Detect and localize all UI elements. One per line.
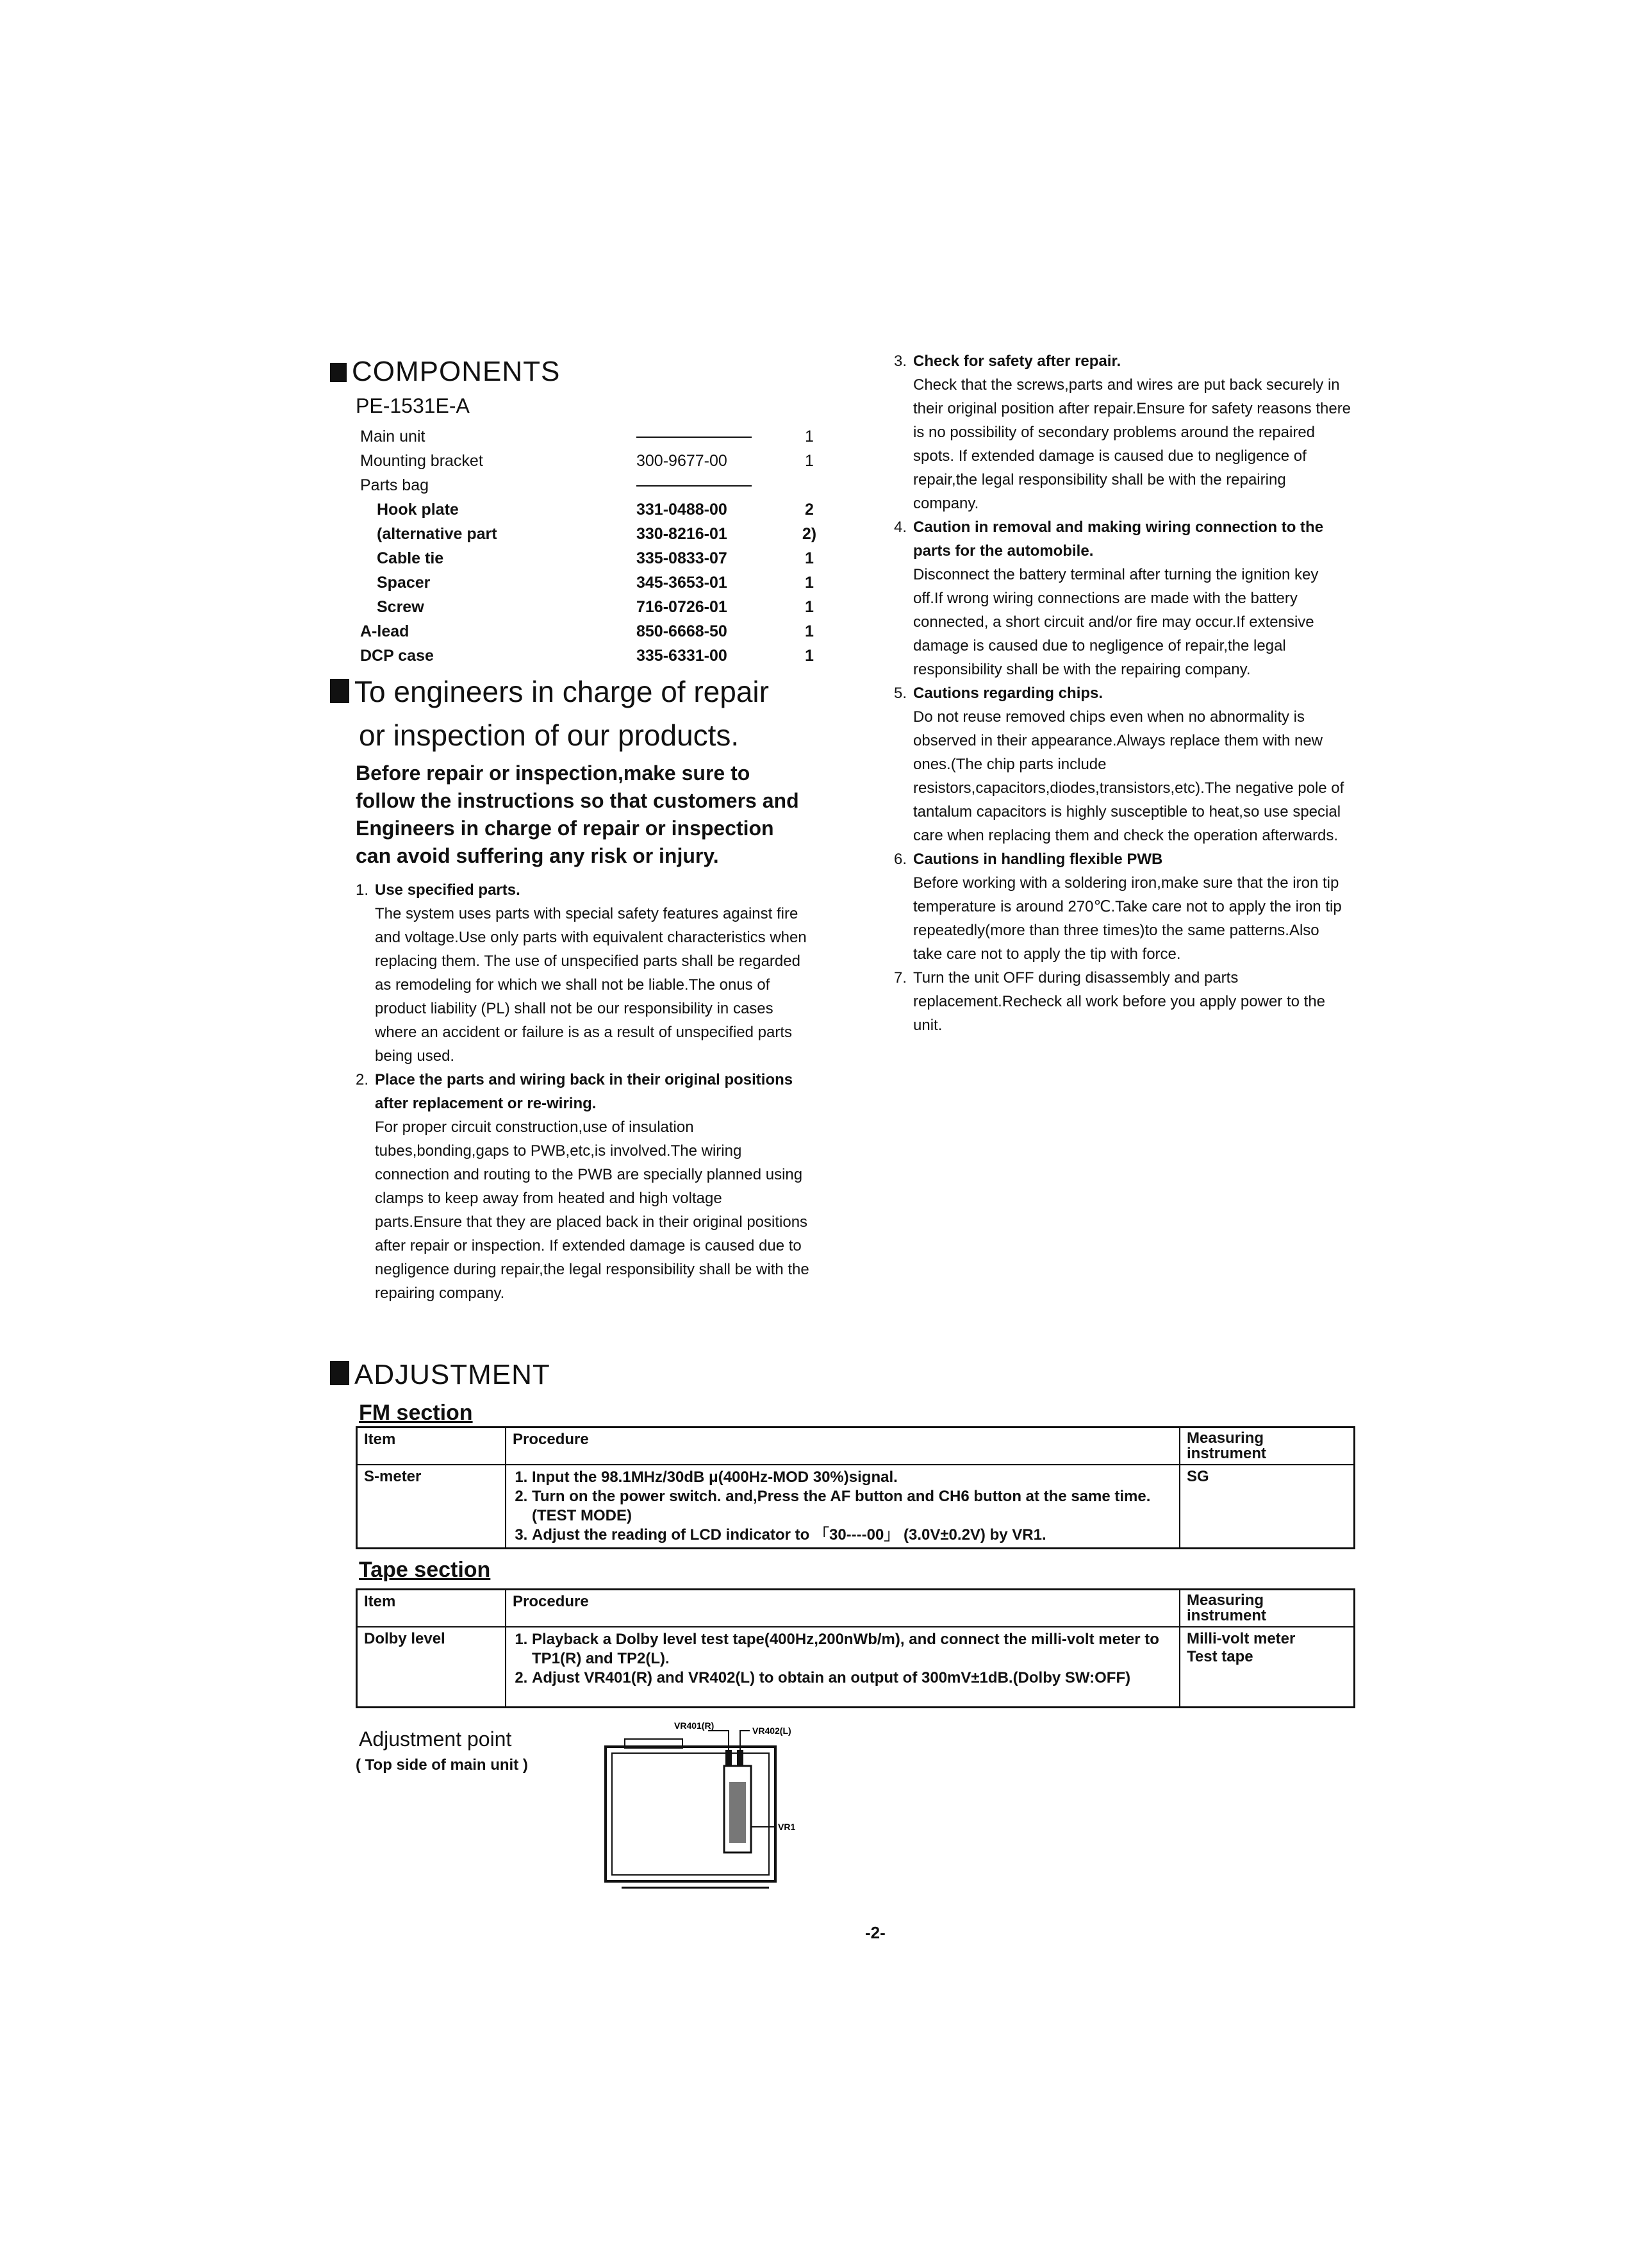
fm-section-title: FM section [359,1401,473,1425]
procedure-header: Procedure [506,1590,1180,1627]
note-number: 1. [356,881,369,899]
component-part-number: 335-6331-00 [636,646,727,665]
components-table [360,424,822,668]
component-part-number: 345-3653-01 [636,573,727,592]
main-unit-diagram [564,1715,820,1907]
note-body: The system uses parts with special safety features against fire and voltage.Use only parts with equivalent characteristics when replacing them. The use of unspecified parts shall be regarded as remodeling for which we shall not be liable.The onus of product liability (PL) shall not be our responsibility in cases where an accident or failure is as a result of unspecified parts being used. [375,905,807,1065]
component-name: Parts bag [360,476,429,494]
note-heading: Check for safety after repair. [913,353,1121,370]
note-body: Before working with a soldering iron,make sure that the iron tip temperature is around 270℃.Take care not to apply the iron tip repeatedly(more than three times)to the same patterns.Also take care not to apply the tip with force. [913,874,1342,963]
component-part-number: 850-6668-50 [636,622,727,640]
tape-adjustment-table [356,1588,1355,1708]
note-item [894,847,1352,966]
adjustment-point-sub: ( Top side of main unit ) [356,1756,528,1774]
note-item [894,681,1352,847]
notes-right-column [894,349,1352,1037]
component-name: Cable tie [377,549,444,567]
note-number: 7. [894,969,907,986]
intro-paragraph: Before repair or inspection,make sure to follow the instructions so that customers and Engineers in charge of repair or inspection can avoid suffering any risk or injury. [356,762,799,867]
note-item-head [894,349,1352,373]
table-row [357,1465,1355,1549]
instrument-header: Measuring instrument [1180,1590,1355,1627]
vr401-marker-icon [725,1750,732,1765]
engineers-heading: To engineers in charge of repair or inspection of our products. [330,670,769,757]
note-body: For proper circuit construction,use of insulation tubes,bonding,gaps to PWB,etc,is involved.The wiring connection and routing to the PWB are specially planned using clamps to keep away from heated and high voltage parts.Ensure that they are placed back in their original positions after repair or inspection. If extended damage is caused due to negligence during repair,the legal responsibility shall be with the repairing company. [375,1119,809,1302]
component-row [360,424,822,449]
lcd-strip [729,1782,746,1843]
note-item [894,966,1352,1037]
note-body: Do not reuse removed chips even when no abnormality is observed in their appearance.Always replace them with new ones.(The chip parts include resistors,capacitors,diodes,transistors,etc).The negative pole of tantalum capacitors is highly susceptible to heat,so use special care when replacing them and check the operation afterwards. [913,708,1344,844]
component-qty: 1 [805,573,814,592]
note-heading: Use specified parts. [375,881,520,899]
vr1-label: VR1 [778,1822,796,1832]
fm-adjustment-table [356,1426,1355,1549]
components-heading: COMPONENTS [330,356,560,388]
component-name: A-lead [360,622,409,640]
component-row [360,449,822,473]
square-bullet-icon [330,1361,349,1385]
dash-placeholder [636,437,752,438]
component-part-number: 330-8216-01 [636,524,727,543]
component-name: DCP case [360,646,434,665]
component-name: Mounting bracket [360,451,483,470]
component-name: Spacer [377,573,431,592]
note-item [356,1068,811,1305]
note-heading: Cautions in handling flexible PWB [913,851,1163,868]
component-qty: 1 [805,622,814,640]
note-item [894,349,1352,515]
procedure-step: 2. Turn on the power switch. and,Press the AF button and CH6 button at the same time.(TEST MODE) [532,1487,1173,1526]
instrument-header: Measuring instrument [1180,1427,1355,1465]
note-heading: Place the parts and wiring back in their original positions after replacement or re-wiring. [375,1071,793,1112]
component-row [360,546,822,570]
component-row [360,619,822,644]
procedure-step: 2. Adjust VR401(R) and VR402(L) to obtain an output of 300mV±1dB.(Dolby SW:OFF) [532,1669,1173,1688]
note-item [356,878,811,1068]
note-item-head [894,515,1352,563]
item-cell: S-meter [357,1465,506,1549]
table-header-row [357,1427,1355,1465]
component-name: Main unit [360,427,425,445]
vr402-label: VR402(L) [752,1726,791,1736]
component-qty: 1 [805,427,814,445]
note-heading: Caution in removal and making wiring connection to the parts for the automobile. [913,519,1324,560]
item-cell: Dolby level [357,1627,506,1707]
note-body: Turn the unit OFF during disassembly and parts replacement.Recheck all work before you apply power to the unit. [913,969,1326,1034]
procedure-cell [506,1627,1180,1707]
component-name: Hook plate [377,500,459,519]
note-number: 5. [894,685,907,702]
note-item-head [356,1068,811,1115]
note-item-head [356,878,811,902]
note-number: 3. [894,353,907,370]
note-item [894,515,1352,681]
component-part-number: 716-0726-01 [636,597,727,616]
instrument-cell: SG [1180,1465,1355,1549]
procedure-cell [506,1465,1180,1549]
note-item-head [894,966,1352,1037]
component-name: Screw [377,597,424,616]
notes-left-column [356,878,811,1305]
component-part-number: 331-0488-00 [636,500,727,519]
tape-section-title: Tape section [359,1558,491,1582]
note-item-head [894,681,1352,705]
procedure-step: 1. Playback a Dolby level test tape(400Hz,200nWb/m), and connect the milli-volt meter to TP1(R) and TP2(L). [532,1630,1173,1669]
note-number: 6. [894,851,907,868]
component-row [360,522,822,546]
component-qty: 2) [802,524,817,543]
component-qty: 2 [805,500,814,519]
instrument-cell: Milli-volt meter Test tape [1180,1627,1355,1707]
vr401-label: VR401(R) [674,1720,714,1731]
table-row [357,1627,1355,1707]
note-number: 4. [894,519,907,536]
note-body: Disconnect the battery terminal after turning the ignition key off.If wrong wiring connections are made with the battery connected, a short circuit and/or fire may occur.If extensive damage is caused due to negligence of repair,the legal responsibility shall be with the repairing company. [913,566,1319,678]
component-part-number: 335-0833-07 [636,549,727,567]
component-qty: 1 [805,646,814,665]
component-name: (alternative part [377,524,497,543]
square-bullet-icon [330,679,349,703]
component-part-number [636,424,797,449]
procedure-step: 1. Input the 98.1MHz/30dB μ(400Hz-MOD 30%)signal. [532,1468,1173,1487]
note-heading: Cautions regarding chips. [913,685,1103,702]
adjustment-heading: ADJUSTMENT [330,1359,550,1391]
component-part-number: 300-9677-00 [636,451,727,470]
item-header: Item [357,1427,506,1465]
note-body: Check that the screws,parts and wires are put back securely in their original position after repair.Ensure for safety reasons there is no possibility of secondary problems around the repaired spots. If extended damage is caused due to negligence of repair,the legal responsibility shall be with the repairing company. [913,376,1351,512]
note-number: 2. [356,1071,369,1088]
component-qty: 1 [805,451,814,470]
dash-placeholder [636,485,752,487]
page-number: -2- [865,1923,886,1942]
adjustment-point-label: Adjustment point [359,1727,512,1751]
component-row [360,595,822,619]
vr402-marker-icon [737,1750,743,1765]
procedure-step: 3. Adjust the reading of LCD indicator to 「30----00」 (3.0V±0.2V) by VR1. [532,1526,1173,1545]
item-header: Item [357,1590,506,1627]
note-item-head [894,847,1352,871]
component-qty: 1 [805,549,814,567]
component-row [360,570,822,595]
component-row [360,644,822,668]
component-qty: 1 [805,597,814,616]
component-row [360,473,822,497]
component-part-number [636,473,797,497]
square-bullet-icon [330,363,347,382]
procedure-header: Procedure [506,1427,1180,1465]
table-header-row [357,1590,1355,1627]
model-number: PE-1531E-A [356,394,470,417]
component-row [360,497,822,522]
component-qty [797,473,822,497]
